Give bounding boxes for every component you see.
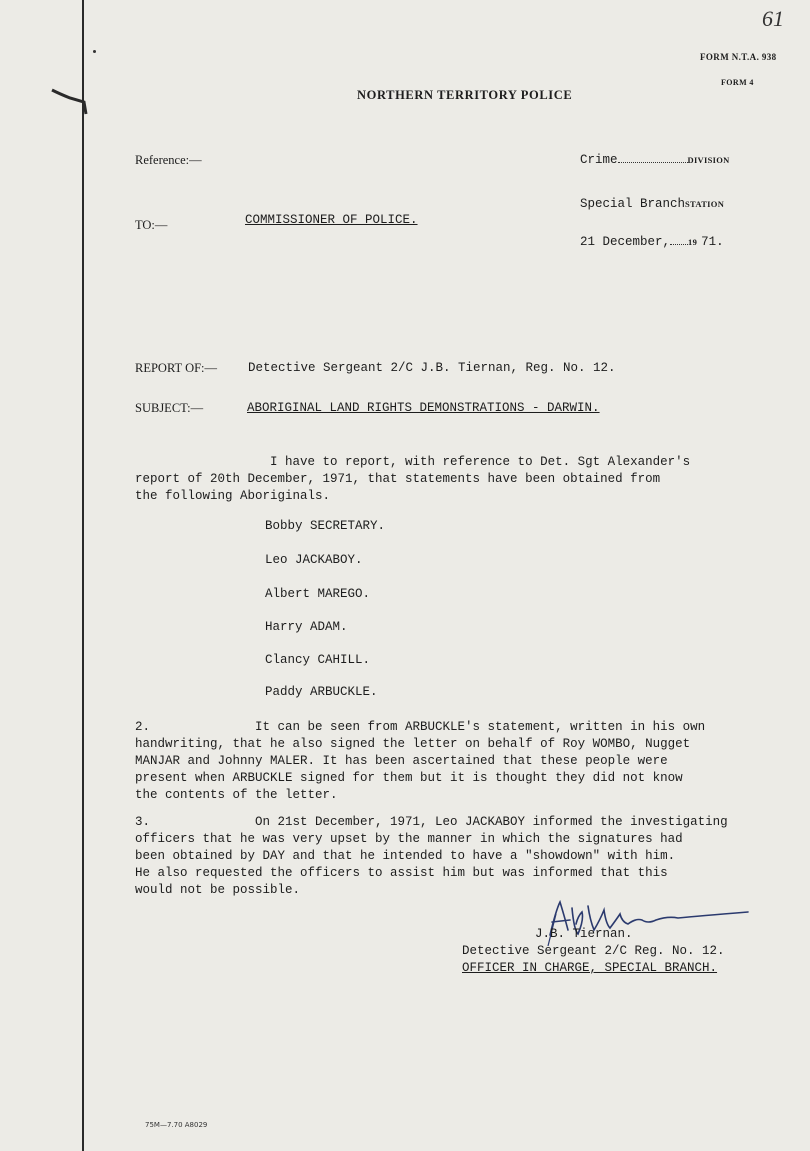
binder-margin-line <box>82 0 84 1151</box>
report-of-value: Detective Sergeant 2/C J.B. Tiernan, Reg. No. 12. <box>248 361 616 375</box>
date-line <box>580 232 724 250</box>
reference-label: Reference:— <box>135 153 202 167</box>
signatory-name: J.B. Tiernan. <box>535 927 633 941</box>
addressee: COMMISSIONER OF POLICE. <box>245 213 418 227</box>
footer-print-code: 75M—7.70 A8029 <box>145 1121 208 1129</box>
date-year: 71. <box>701 235 724 249</box>
date-day-month: 21 December, <box>580 235 671 249</box>
organization-title: NORTHERN TERRITORY POLICE <box>357 88 573 102</box>
list-item: Clancy CAHILL. <box>265 653 371 667</box>
signatory-office: OFFICER IN CHARGE, SPECIAL BRANCH. <box>462 961 718 975</box>
list-item: Bobby SECRETARY. <box>265 519 386 533</box>
list-item: Paddy ARBUCKLE. <box>265 685 378 699</box>
form-code: FORM N.T.A. 938 <box>700 52 777 62</box>
paragraph-2: 2. It can be seen from ARBUCKLE's statement, written in his own handwriting, that he also signed the letter on behalf of Roy WOMBO, Nugget MANJAR and Johnny MALER. It has been ascertained that these people were present when ARBUCKLE signed for them but it is thought they did not know the contents of the letter. <box>135 720 706 802</box>
report-of-label: REPORT OF:— <box>135 361 218 375</box>
date-century: 19 <box>688 237 698 247</box>
signatory-rank: Detective Sergeant 2/C Reg. No. 12. <box>462 944 725 958</box>
list-item: Leo JACKABOY. <box>265 553 363 567</box>
list-item: Albert MAREGO. <box>265 587 371 601</box>
list-item: Harry ADAM. <box>265 620 348 634</box>
punch-dot <box>93 50 96 53</box>
to-label: TO:— <box>135 218 168 232</box>
paragraph-3: 3. On 21st December, 1971, Leo JACKABOY informed the investigating officers that he was very upset by the manner in which the signatures had been obtained by DAY and that he intended to have a "showdown" with him. He also requested the officers to assist him but was informed that this would not be possible. <box>135 815 728 897</box>
paragraph-1: I have to report, with reference to Det. Sgt Alexander's report of 20th December, 1971, that statements have been obtained from the following Aboriginals. <box>135 455 691 503</box>
division-value: Crime <box>580 153 618 167</box>
station-label: STATION <box>685 199 725 209</box>
form-number: FORM 4 <box>721 78 754 87</box>
subject-value: ABORIGINAL LAND RIGHTS DEMONSTRATIONS - DARWIN. <box>247 401 600 415</box>
division-label: DIVISION <box>687 155 730 165</box>
folio-number: 61 <box>762 6 784 31</box>
division-line <box>580 150 730 168</box>
staple-mark <box>50 80 100 120</box>
station-line <box>580 194 724 212</box>
subject-label: SUBJECT:— <box>135 401 204 415</box>
handwritten-signature <box>538 890 758 950</box>
station-value: Special Branch <box>580 197 686 211</box>
